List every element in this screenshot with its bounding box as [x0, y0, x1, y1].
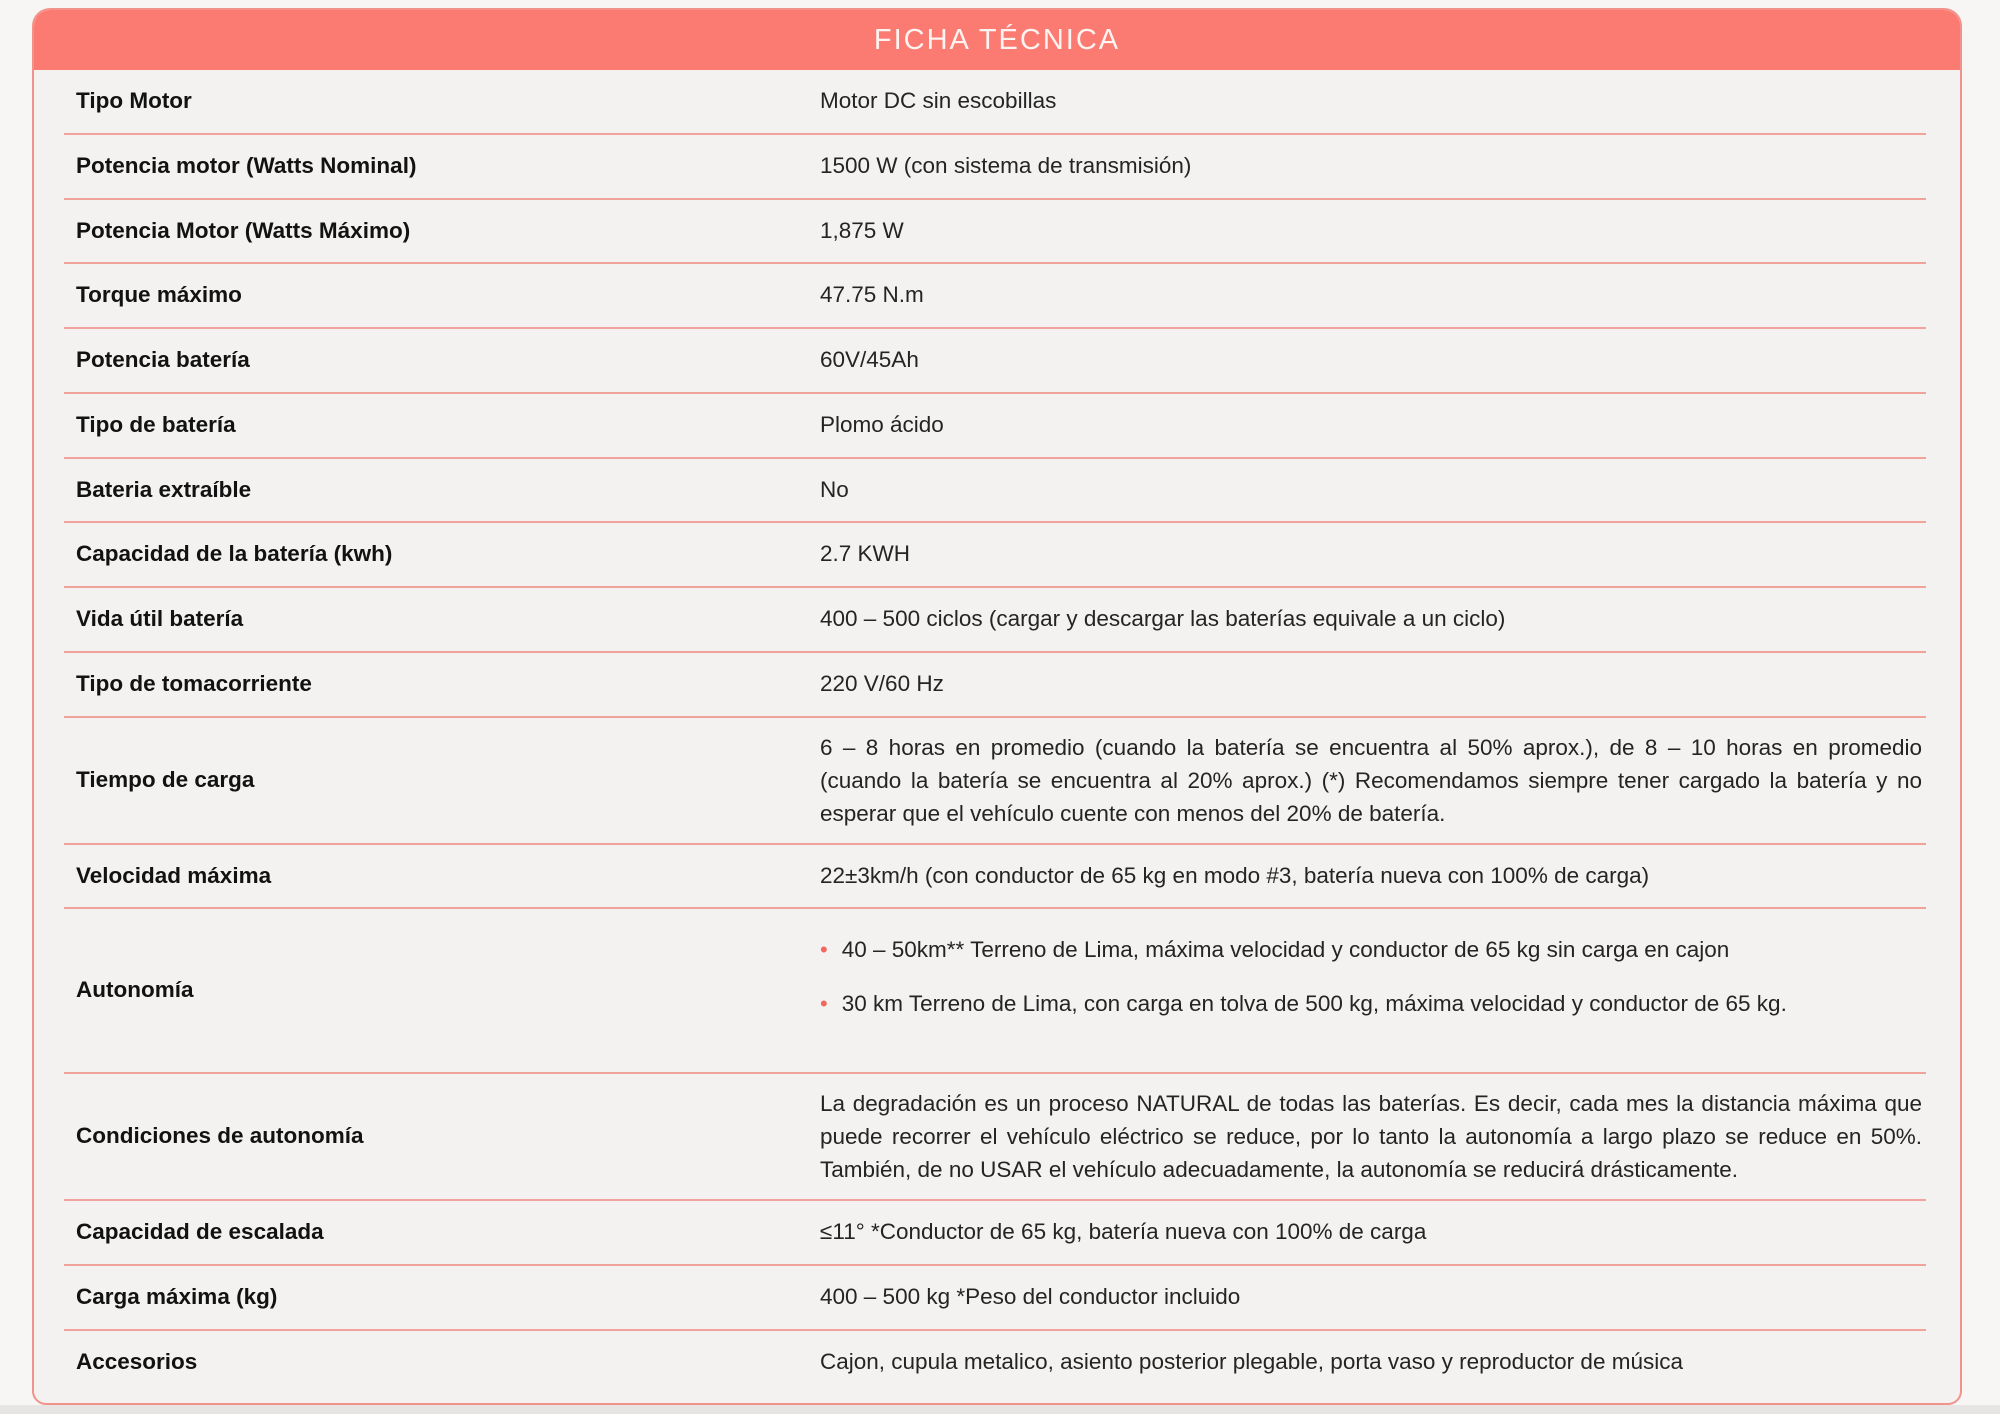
spec-label: Tipo Motor	[76, 88, 192, 113]
spec-value: 220 V/60 Hz	[820, 670, 944, 696]
spec-table	[34, 70, 1960, 1394]
spec-label: Vida útil batería	[76, 606, 244, 631]
spec-label: Bateria extraíble	[76, 476, 252, 502]
ficha-tecnica-card	[32, 8, 1962, 1405]
spec-value: ≤11° *Conductor de 65 kg, batería nueva con 100% de carga	[820, 1219, 1427, 1245]
spec-value: 22±3km/h (con conductor de 65 kg en modo #3, batería nueva con 100% de carga)	[820, 862, 1650, 888]
table-row	[64, 135, 1926, 200]
table-row	[64, 200, 1926, 265]
table-row	[64, 523, 1926, 588]
table-row	[64, 588, 1926, 653]
table-row	[64, 1201, 1926, 1266]
card-header	[34, 10, 1960, 70]
spec-value: No	[820, 476, 849, 502]
bullet-item: • 40 – 50km** Terreno de Lima, máxima velocidad y conductor de 65 kg sin carga en cajon	[820, 937, 1730, 963]
spec-label: Potencia batería	[76, 347, 250, 372]
spec-label: Potencia Motor (Watts Máximo)	[76, 217, 411, 243]
table-row	[64, 394, 1926, 459]
spec-value	[820, 909, 1926, 1072]
table-row	[64, 264, 1926, 329]
spec-label: Capacidad de escalada	[76, 1219, 324, 1245]
spec-value: 1,875 W	[820, 217, 904, 243]
bullet-icon: •	[820, 990, 828, 1016]
spec-value: 400 – 500 ciclos (cargar y descargar las baterías equivale a un ciclo)	[820, 606, 1506, 631]
spec-value: 47.75 N.m	[820, 282, 924, 308]
spec-label: Condiciones de autonomía	[76, 1123, 364, 1149]
table-row	[64, 653, 1926, 718]
spec-label: Velocidad máxima	[76, 862, 272, 888]
page-title: FICHA TÉCNICA	[873, 23, 1121, 56]
spec-label: Capacidad de la batería (kwh)	[76, 541, 393, 567]
spec-label: Torque máximo	[76, 282, 242, 308]
spec-value: 60V/45Ah	[820, 347, 919, 372]
table-row	[64, 459, 1926, 524]
table-row	[64, 909, 1926, 1074]
spec-label: Tipo de batería	[76, 411, 236, 437]
bullet-item: • 30 km Terreno de Lima, con carga en tolva de 500 kg, máxima velocidad y conductor de 65 kg.	[820, 990, 1787, 1016]
spec-value: 6 – 8 horas en promedio (cuando la batería se encuentra al 50% aprox.), de 8 – 10 horas en promedio (cuando la batería se encuentra al 20% aprox.) (*) Recomendamos siempre tener cargado la batería y no esperar que el vehículo cuente con menos del 20% de batería.	[820, 734, 1922, 826]
table-row	[64, 70, 1926, 135]
table-row	[64, 329, 1926, 394]
table-row	[64, 1266, 1926, 1331]
spec-label: Potencia motor (Watts Nominal)	[76, 152, 417, 178]
spec-value: Cajon, cupula metalico, asiento posterior plegable, porta vaso y reproductor de música	[820, 1348, 1683, 1374]
spec-label: Tipo de tomacorriente	[76, 670, 312, 696]
spec-label: Carga máxima (kg)	[76, 1284, 278, 1310]
spec-value: 2.7 KWH	[820, 541, 911, 567]
spec-value: 400 – 500 kg *Peso del conductor incluido	[820, 1284, 1241, 1310]
spec-label: Tiempo de carga	[76, 766, 255, 792]
spec-label: Accesorios	[76, 1348, 198, 1374]
table-row	[64, 1074, 1926, 1201]
spec-value: Plomo ácido	[820, 411, 944, 437]
table-row	[64, 718, 1926, 845]
spec-value: Motor DC sin escobillas	[820, 88, 1057, 113]
bullet-icon: •	[820, 937, 828, 963]
table-row	[64, 845, 1926, 910]
page-bottom-edge	[0, 1405, 2000, 1414]
spec-value: 1500 W (con sistema de transmisión)	[820, 152, 1192, 178]
table-row	[64, 1331, 1926, 1394]
spec-value: La degradación es un proceso NATURAL de todas las baterías. Es decir, cada mes la distancia máxima que puede recorrer el vehículo eléctrico se reduce, por lo tanto la autonomía a largo plazo se reduce en 50%. También, de no USAR el vehículo adecuadamente, la autonomía se reducirá drásticamente.	[820, 1091, 1922, 1183]
spec-label: Autonomía	[76, 977, 194, 1003]
